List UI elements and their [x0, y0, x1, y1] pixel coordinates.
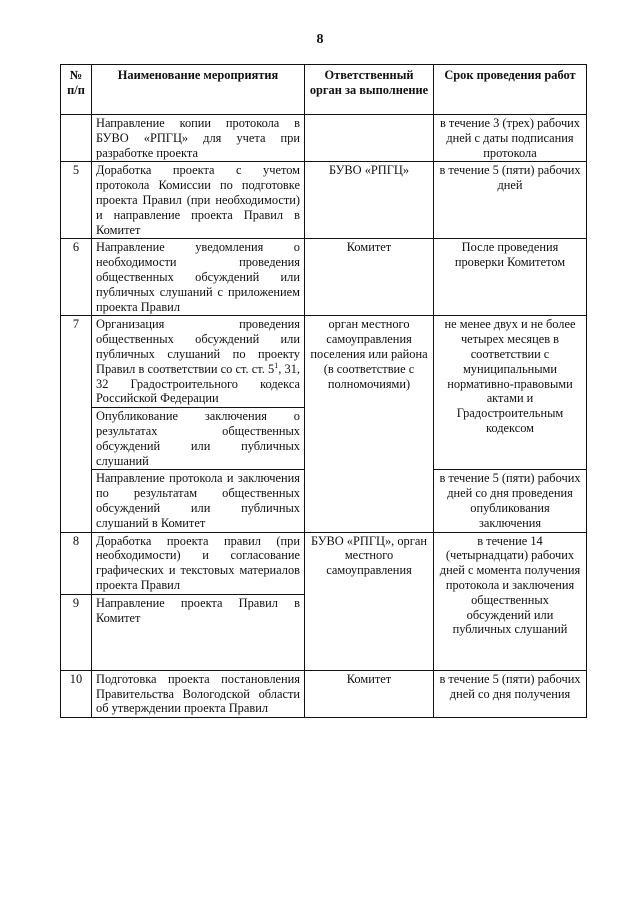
row-term: в течение 5 (пяти) рабочих дней	[434, 162, 587, 239]
row-responsible: БУВО «РПГЦ»	[305, 162, 434, 239]
row-number: 9	[61, 594, 92, 670]
row-number: 10	[61, 670, 92, 717]
page-number: 8	[316, 32, 324, 47]
row-name-part: , 31, 32 Градостроительного кодекса Российской Федерации	[96, 361, 300, 406]
row-term: После проведения проверки Комитетом	[434, 239, 587, 316]
row-number: 6	[61, 239, 92, 316]
row-name: Направление копии протокола в БУВО «РПГЦ» для учета при разработке проекта	[92, 115, 305, 162]
table-header-row	[61, 65, 587, 115]
header-term: Срок проведения работ	[434, 65, 587, 115]
row-responsible: орган местного самоуправления поселения или района (в соответствие с полномочиями)	[305, 316, 434, 532]
superscript: 1	[274, 360, 279, 370]
row-name: Доработка проекта правил (при необходимости) и согласование графических и текстовых материалов проекта Правил	[92, 532, 305, 594]
row-number	[61, 115, 92, 162]
row-name: Направление уведомления о необходимости проведения общественных обсуждений или публичных слушаний с приложением проекта Правил	[92, 239, 305, 316]
row-name: Направление протокола и заключения по результатам общественных обсуждений или публичных слушаний в Комитет	[92, 470, 305, 532]
row-name	[92, 316, 305, 408]
header-name: Наименование мероприятия	[92, 65, 305, 115]
row-name-part: Организация проведения общественных обсуждений или публичных слушаний по проекту Правил в соответствии со ст. ст. 5	[96, 317, 300, 376]
table-row	[61, 162, 587, 239]
row-responsible: Комитет	[305, 670, 434, 717]
row-name: Подготовка проекта постановления Правительства Вологодской области об утверждении проекта Правил	[92, 670, 305, 717]
row-number: 7	[61, 316, 92, 532]
row-term: в течение 3 (трех) рабочих дней с даты подписания протокола	[434, 115, 587, 162]
row-number: 5	[61, 162, 92, 239]
row-term: не менее двух и не более четырех месяцев в соответствии с муниципальными нормативно-правовыми актами и Градостроительным кодексом	[434, 316, 587, 470]
row-responsible: Комитет	[305, 239, 434, 316]
row-term: в течение 5 (пяти) рабочих дней со дня проведения опубликования заключения	[434, 470, 587, 532]
events-table	[60, 64, 587, 718]
row-name: Доработка проекта с учетом протокола Комиссии по подготовке проекта Правил (при необходимости) и направление проекта Правил в Комитет	[92, 162, 305, 239]
row-number: 8	[61, 532, 92, 594]
row-responsible	[305, 115, 434, 162]
row-responsible: БУВО «РПГЦ», орган местного самоуправления	[305, 532, 434, 670]
table-row	[61, 115, 587, 162]
table-row	[61, 239, 587, 316]
table-row	[61, 316, 587, 408]
row-term: в течение 14 (четырнадцати) рабочих дней с момента получения протокола и заключения общественных обсуждений или публичных слушаний	[434, 532, 587, 670]
row-name: Опубликование заключения о результатах общественных обсуждений или публичных слушаний	[92, 408, 305, 470]
header-num: № п/п	[61, 65, 92, 115]
table-row	[61, 670, 587, 717]
header-responsible: Ответственный орган за выполнение	[305, 65, 434, 115]
row-term: в течение 5 (пяти) рабочих дней со дня получения	[434, 670, 587, 717]
table-row	[61, 532, 587, 594]
row-name: Направление проекта Правил в Комитет	[92, 594, 305, 670]
